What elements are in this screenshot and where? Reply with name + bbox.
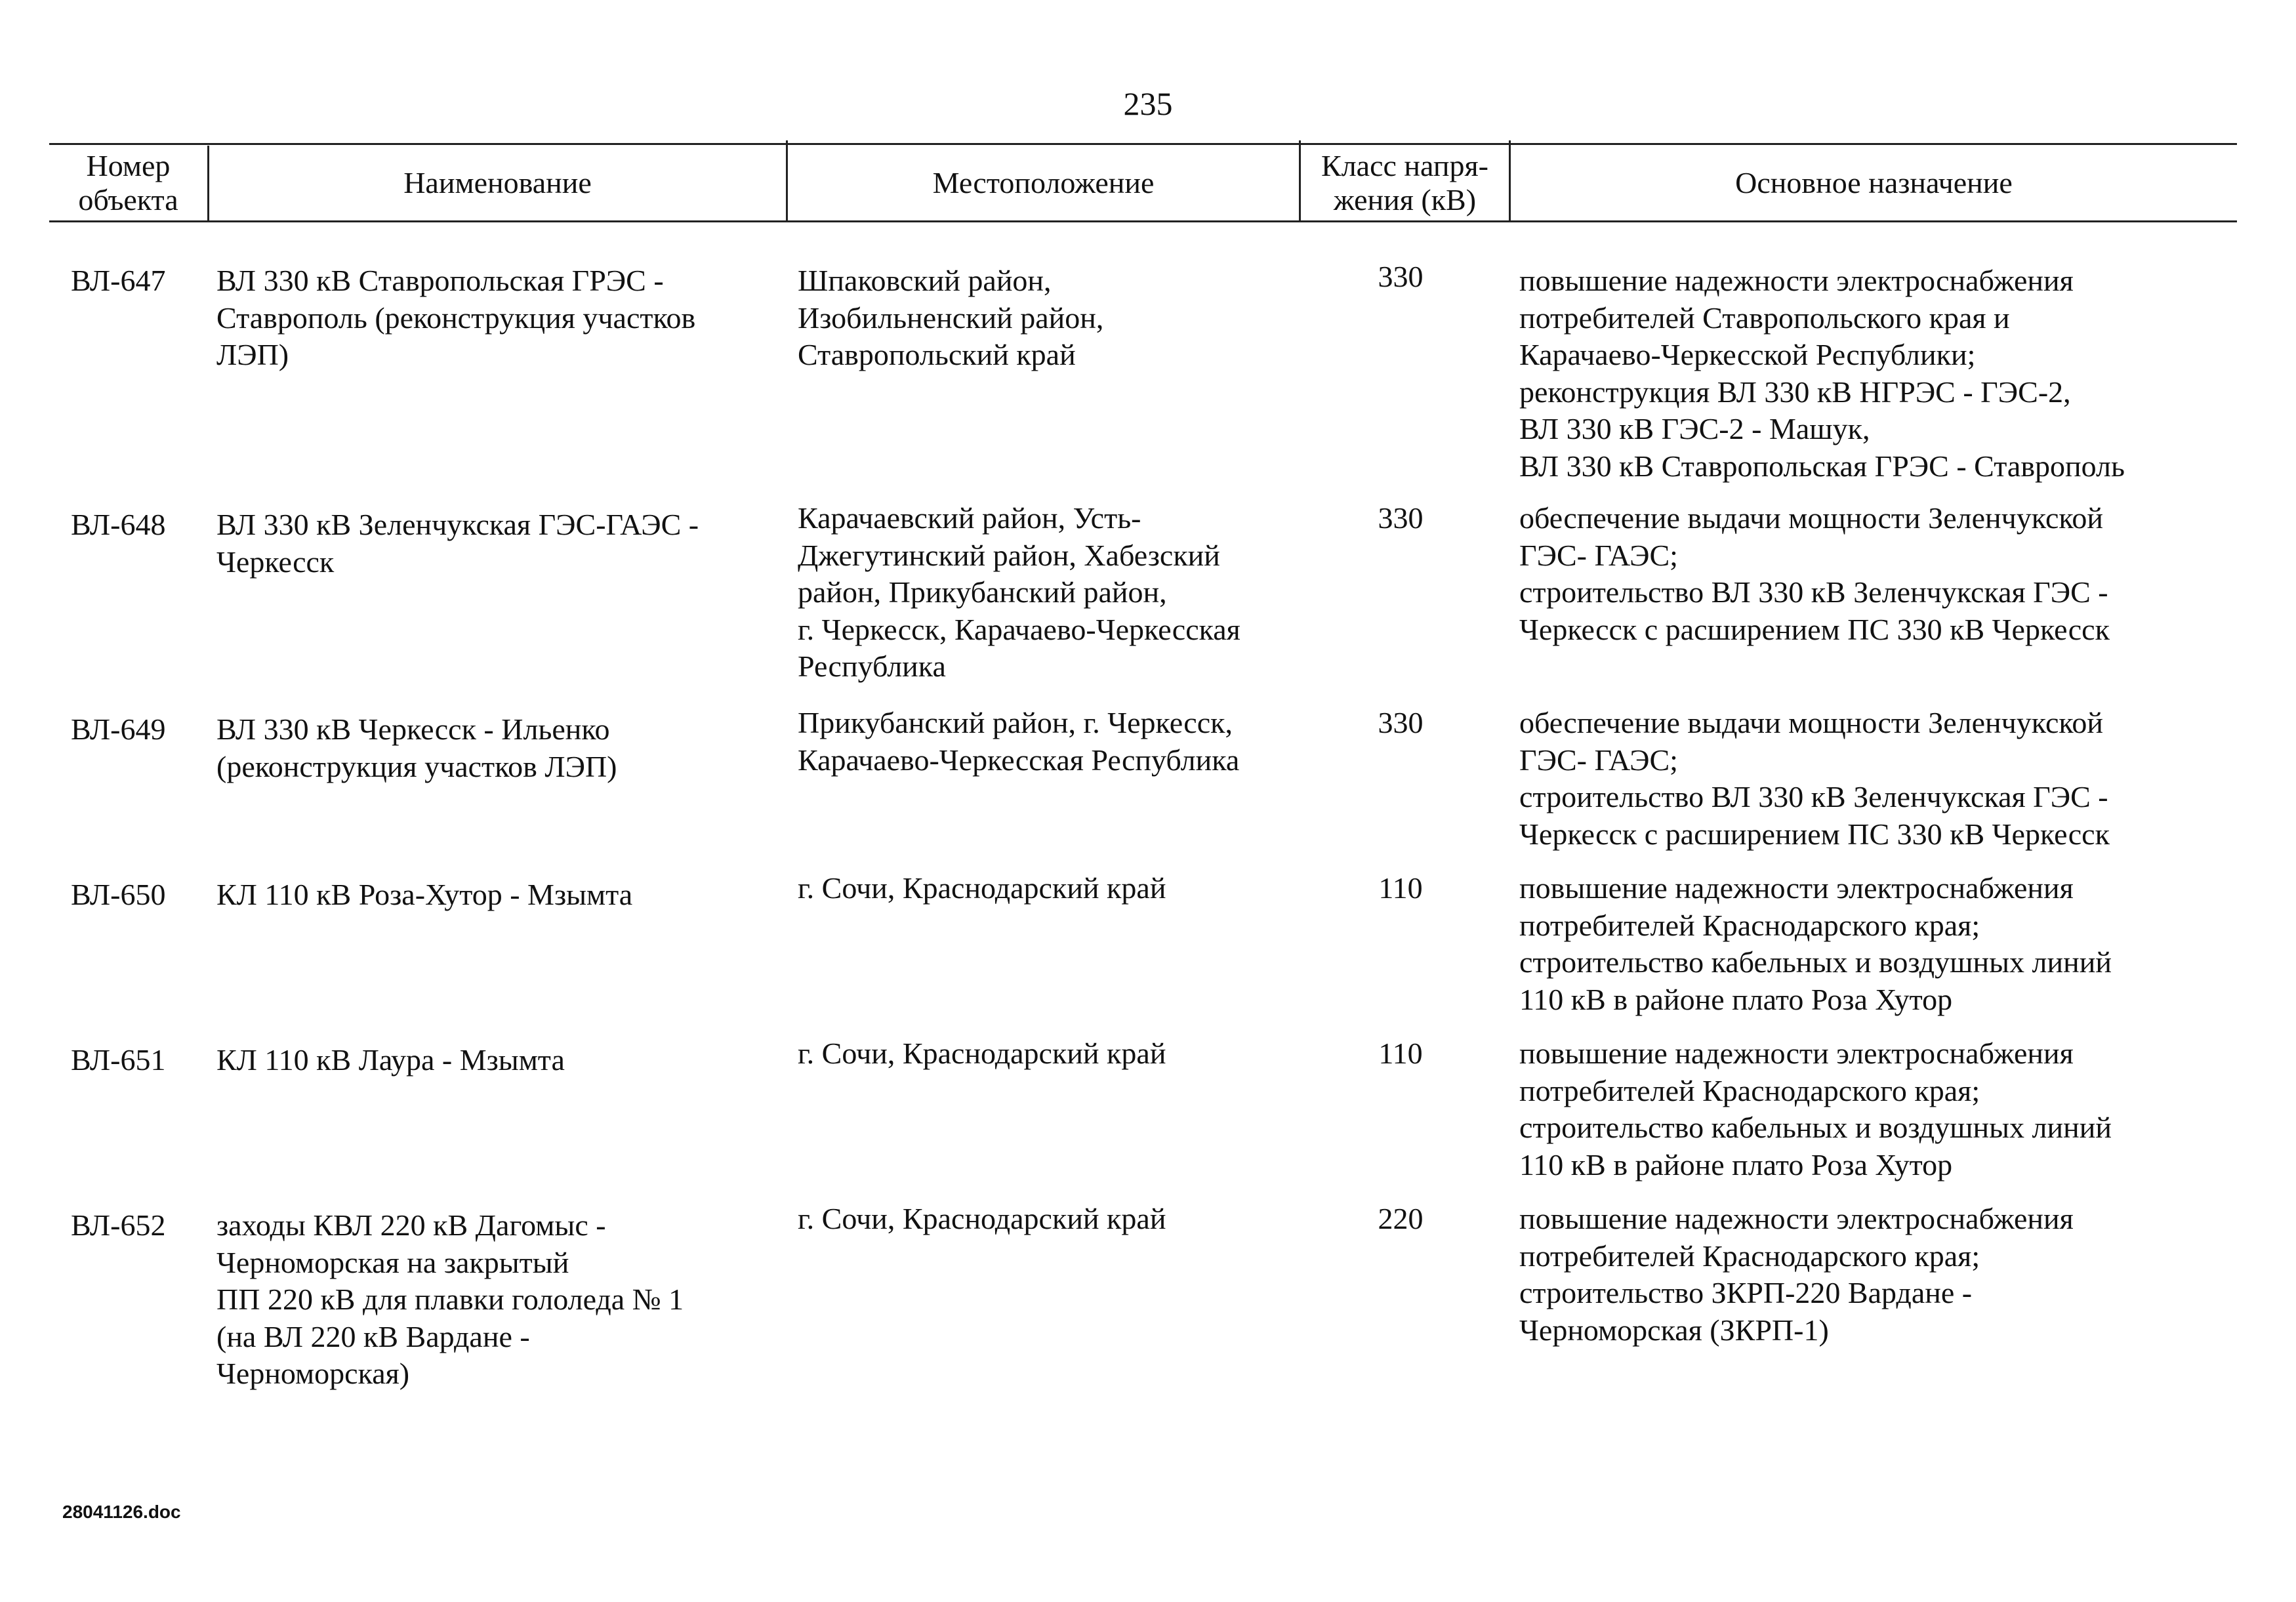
row-3-name: ВЛ 330 кВ Черкесск - Ильенко (реконструкция участков ЛЭП) [216, 712, 617, 783]
row-4-voltage: 110 [1378, 871, 1423, 905]
row-6-voltage: 220 [1378, 1202, 1424, 1235]
row-6-name: заходы КВЛ 220 кВ Дагомыс - Черноморская на закрытый ПП 220 кВ для плавки гололеда № 1 (на ВЛ 220 кВ Вардане - Черноморская) [216, 1208, 684, 1390]
document-filename: 28041126.doc [62, 1502, 181, 1522]
column-header-location: Местоположение [932, 166, 1155, 199]
column-header-purpose: Основное назначение [1735, 166, 2013, 199]
row-3-purpose: обеспечение выдачи мощности Зеленчукской ГЭС- ГАЭС; строительство ВЛ 330 кВ Зеленчукская ГЭС - Черкесск с расширением ПС 330 кВ Черкесск [1519, 706, 2110, 851]
row-1-location: Шпаковский район, Изобильненский район, Ставропольский край [798, 264, 1104, 371]
row-1-number: ВЛ-647 [71, 264, 166, 297]
row-5-purpose: повышение надежности электроснабжения потребителей Краснодарского края; строительство кабельных и воздушных линий 110 кВ в районе плато Роза Хутор [1519, 1037, 2112, 1181]
row-3-location: Прикубанский район, г. Черкесск, Карачаево-Черкесская Республика [798, 706, 1240, 777]
row-3-number: ВЛ-649 [71, 712, 166, 746]
row-5-location: г. Сочи, Краснодарский край [798, 1037, 1166, 1070]
row-4-name: КЛ 110 кВ Роза-Хутор - Мзымта [216, 878, 633, 911]
column-header-name: Наименование [403, 166, 592, 199]
row-4-number: ВЛ-650 [71, 878, 166, 911]
row-1-purpose: повышение надежности электроснабжения потребителей Ставропольского края и Карачаево-Черкесской Республики; реконструкция ВЛ 330 кВ НГРЭС - ГЭС-2, ВЛ 330 кВ ГЭС-2 - Машук, ВЛ 330 кВ Ставропольская ГРЭС - Ставрополь [1519, 264, 2125, 483]
row-2-number: ВЛ-648 [71, 508, 166, 541]
row-6-purpose: повышение надежности электроснабжения потребителей Краснодарского края; строительство ЗКРП-220 Вардане - Черноморская (ЗКРП-1) [1519, 1202, 2074, 1347]
row-1-name: ВЛ 330 кВ Ставропольская ГРЭС - Ставрополь (реконструкция участков ЛЭП) [216, 264, 696, 371]
row-6-number: ВЛ-652 [71, 1208, 166, 1242]
page-number: 235 [1123, 85, 1173, 122]
row-4-purpose: повышение надежности электроснабжения потребителей Краснодарского края; строительство кабельных и воздушных линий 110 кВ в районе плато Роза Хутор [1519, 871, 2112, 1016]
row-2-location: Карачаевский район, Усть- Джегутинский район, Хабезский район, Прикубанский район, г. Черкесск, Карачаево-Черкесская Республика [798, 501, 1240, 683]
row-4-location: г. Сочи, Краснодарский край [798, 871, 1166, 905]
row-5-voltage: 110 [1378, 1037, 1423, 1070]
row-2-purpose: обеспечение выдачи мощности Зеленчукской ГЭС- ГАЭС; строительство ВЛ 330 кВ Зеленчукская ГЭС - Черкесск с расширением ПС 330 кВ Черкесск [1519, 501, 2110, 646]
column-header-voltage: Класс напря- жения (кВ) [1321, 149, 1488, 216]
row-5-number: ВЛ-651 [71, 1043, 166, 1077]
row-6-location: г. Сочи, Краснодарский край [798, 1202, 1166, 1235]
header-bottom-rule [49, 220, 2237, 222]
row-2-voltage: 330 [1378, 501, 1424, 535]
row-1-voltage: 330 [1378, 260, 1424, 293]
column-header-number: Номер объекта [78, 149, 178, 216]
header-top-rule [49, 143, 2237, 145]
row-5-name: КЛ 110 кВ Лаура - Мзымта [216, 1043, 565, 1077]
row-2-name: ВЛ 330 кВ Зеленчукская ГЭС-ГАЭС - Черкесск [216, 508, 699, 579]
row-3-voltage: 330 [1378, 706, 1424, 739]
